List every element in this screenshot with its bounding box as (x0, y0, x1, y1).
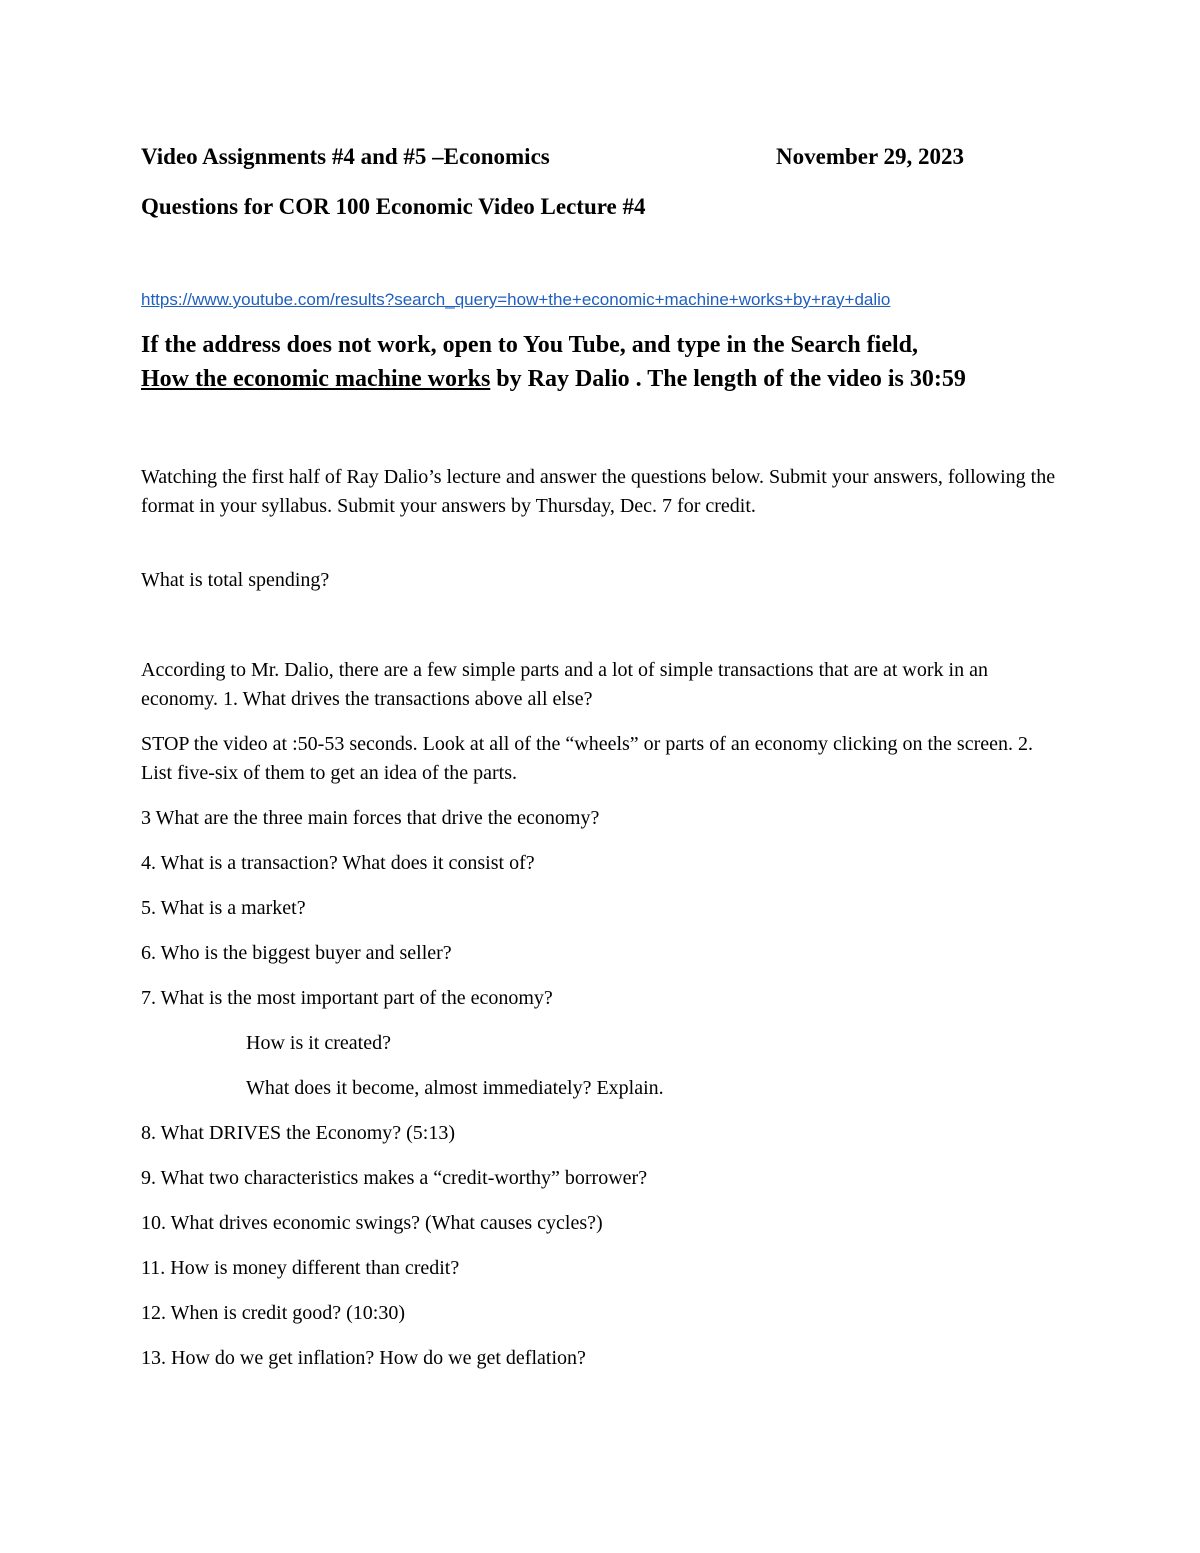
question-4: 4. What is a transaction? What does it consist of? (141, 852, 535, 874)
video-title: How the economic machine works (141, 366, 491, 392)
question-7: 7. What is the most important part of the economy? (141, 987, 553, 1009)
question-3: 3 What are the three main forces that drive the economy? (141, 807, 600, 829)
question-13: 13. How do we get inflation? How do we get deflation? (141, 1347, 586, 1369)
question-5: 5. What is a market? (141, 897, 306, 919)
instruction-line-1: If the address does not work, open to You Tube, and type in the Search field, (141, 332, 919, 358)
question-total-spending: What is total spending? (141, 569, 330, 591)
question-11: 11. How is money different than credit? (141, 1257, 460, 1279)
question-6: 6. Who is the biggest buyer and seller? (141, 942, 452, 964)
video-length-text: by Ray Dalio . The length of the video is 30:59 (490, 366, 966, 392)
video-link[interactable]: https://www.youtube.com/results?search_query=how+the+economic+machine+works+by+ray+dalio (141, 290, 891, 309)
question-7b: What does it become, almost immediately? Explain. (246, 1077, 664, 1099)
document-subtitle: Questions for COR 100 Economic Video Lecture #4 (141, 194, 646, 219)
question-8: 8. What DRIVES the Economy? (5:13) (141, 1122, 456, 1144)
document-title: Video Assignments #4 and #5 –Economics (141, 144, 550, 169)
intro-paragraph: Watching the first half of Ray Dalio’s lecture and answer the questions below. Submit your answers, following the format in your syllabus. Submit your answers by Thursday, Dec. 7 for credit. (141, 466, 1056, 517)
question-7a: How is it created? (246, 1032, 391, 1054)
instruction-line-2 (141, 366, 966, 393)
question-9: 9. What two characteristics makes a “credit-worthy” borrower? (141, 1167, 648, 1189)
question-2: STOP the video at :50-53 seconds. Look at all of the “wheels” or parts of an economy clicking on the screen. 2. List five-six of them to get an idea of the parts. (141, 733, 1033, 784)
question-12: 12. When is credit good? (10:30) (141, 1302, 406, 1324)
question-1: According to Mr. Dalio, there are a few simple parts and a lot of simple transactions that are at work in an economy. 1. What drives the transactions above all else? (141, 659, 988, 710)
document-date: November 29, 2023 (776, 144, 965, 169)
question-10: 10. What drives economic swings? (What causes cycles?) (141, 1212, 603, 1234)
